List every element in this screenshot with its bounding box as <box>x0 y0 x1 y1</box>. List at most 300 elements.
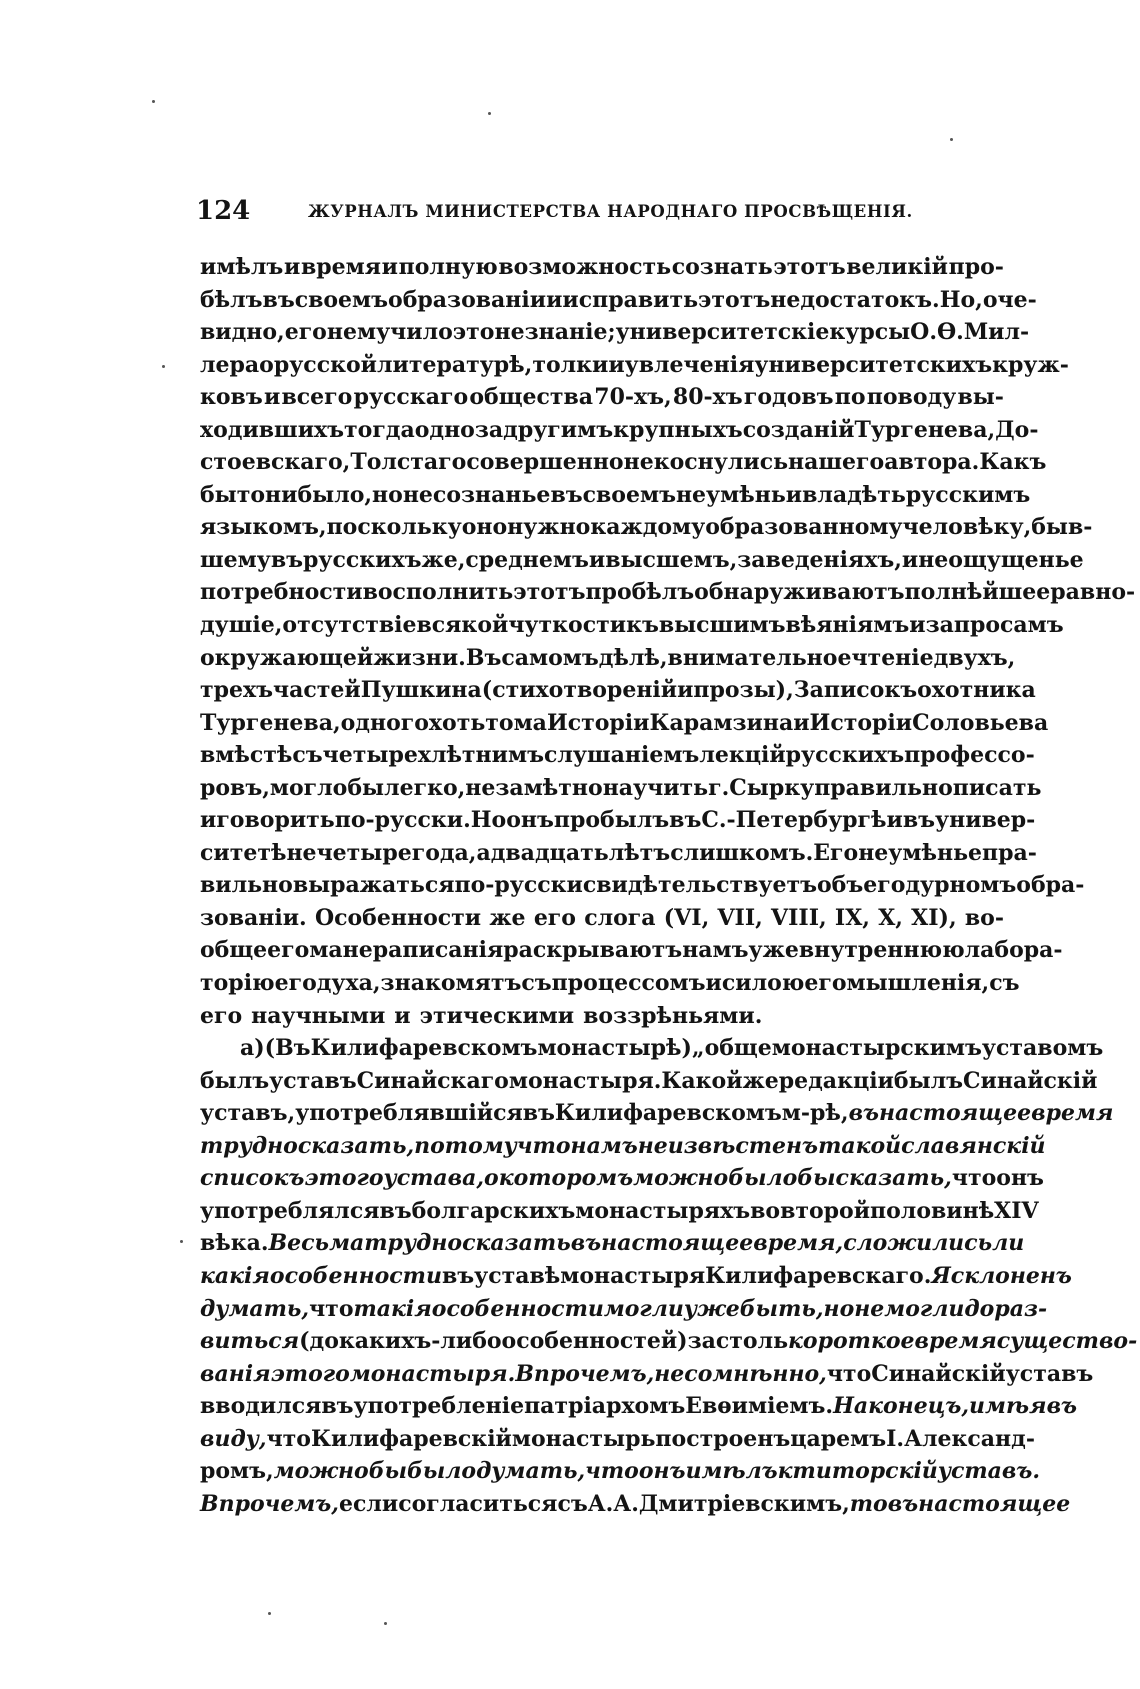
text-line <box>200 1032 1104 1065</box>
text-word: и <box>901 546 919 573</box>
text-word: созданій <box>742 416 855 443</box>
text-word: ковъ <box>200 384 263 411</box>
text-word: двадцать <box>490 839 609 866</box>
text-word: полнѣйшее <box>904 579 1051 606</box>
text-word: стоевскаго, <box>200 449 351 476</box>
text-word: особенностей) <box>501 1328 688 1355</box>
text-word: литературѣ, <box>376 351 533 378</box>
text-word: монастыря <box>560 1262 706 1289</box>
text-word: склоненъ <box>950 1262 1072 1289</box>
text-line <box>200 609 1064 642</box>
text-word: его <box>804 970 847 997</box>
text-word: Какъ <box>979 449 1047 476</box>
text-word: не <box>854 1295 885 1322</box>
text-word: не <box>623 449 654 476</box>
text-word: потому <box>414 1132 517 1159</box>
text-word: неощущенье <box>918 546 1084 573</box>
text-word: монастырѣ) <box>537 1035 692 1062</box>
text-word: слушаніемъ <box>543 742 700 769</box>
text-word: сказать, <box>297 1132 415 1159</box>
text-word: въ <box>262 286 295 313</box>
text-word: воззрѣньями. <box>583 1002 763 1029</box>
text-line <box>200 446 1047 479</box>
text-word: Ѳ. <box>936 319 964 346</box>
text-word: то <box>849 1490 888 1517</box>
text-word: объ <box>816 872 864 899</box>
text-word: во <box>750 1197 781 1224</box>
text-word: и <box>394 1002 411 1029</box>
text-word: думать, <box>476 1458 586 1485</box>
text-word: четырехлѣтнимъ <box>322 742 544 769</box>
text-word: человѣку, <box>902 514 1032 541</box>
text-word: неумѣнье <box>858 839 982 866</box>
text-line <box>200 381 1004 414</box>
text-word: быв- <box>1031 514 1093 541</box>
text-word: же, <box>421 546 466 573</box>
text-word: оно <box>461 514 508 541</box>
text-word: жизни. <box>373 644 466 671</box>
page-header <box>196 196 913 226</box>
text-word: исправить <box>562 286 699 313</box>
text-word: мышленія, <box>846 970 990 997</box>
text-line <box>200 1065 1098 1098</box>
text-word: поводу <box>866 384 957 411</box>
text-word: такія <box>353 1295 432 1322</box>
text-word: крупныхъ <box>613 416 743 443</box>
text-word: лѣтъ <box>608 839 671 866</box>
text-word: внутреннюю <box>798 937 965 964</box>
text-word: автора. <box>884 449 980 476</box>
text-word: столь <box>715 1328 789 1355</box>
text-word: возможность <box>498 254 672 280</box>
text-line <box>200 1260 1072 1293</box>
text-word: можно <box>273 1458 369 1485</box>
text-word: тома <box>485 709 547 736</box>
text-word: но <box>372 481 403 508</box>
text-word: научными <box>251 1002 386 1029</box>
text-word: и <box>909 612 926 639</box>
text-word: неизвѣстенъ <box>637 1132 819 1159</box>
text-word: правильно <box>814 774 953 801</box>
text-word: Но, <box>939 286 983 313</box>
text-word: особенности <box>269 1262 442 1289</box>
text-word: г. <box>708 774 730 801</box>
text-word: если <box>338 1490 399 1517</box>
text-word: писать <box>952 774 1042 801</box>
text-word: Я <box>931 1262 951 1289</box>
text-word: Пушкина <box>360 677 482 704</box>
text-word: VIII, <box>771 904 827 931</box>
text-line <box>200 1195 1039 1228</box>
text-word: виду, <box>200 1425 267 1452</box>
text-line <box>200 349 1069 382</box>
text-word: про- <box>948 254 1004 280</box>
text-word: второй <box>780 1197 871 1224</box>
text-word: ктиторскій <box>777 1458 938 1485</box>
text-word: настоящее <box>601 1230 754 1257</box>
text-word: которомъ <box>498 1165 634 1192</box>
text-word: общества <box>469 384 594 411</box>
text-word: въ <box>522 1100 555 1127</box>
text-word: монастыря. <box>508 1067 662 1094</box>
text-word: владѣть <box>802 481 906 508</box>
text-word: I. <box>886 1425 905 1452</box>
text-word: время <box>300 254 381 280</box>
text-word: и <box>677 677 694 704</box>
text-line <box>200 414 1039 447</box>
text-word: виться <box>200 1328 300 1355</box>
text-word: круж- <box>992 351 1069 378</box>
text-word: высшемъ, <box>605 546 738 573</box>
text-word: совершенно <box>466 449 624 476</box>
text-word: употреблявшійся <box>295 1100 523 1127</box>
text-word: уставѣ <box>474 1262 561 1289</box>
scan-speck <box>162 365 165 368</box>
text-word: заведеніяхъ, <box>737 546 902 573</box>
text-word: быть, <box>739 1295 824 1322</box>
text-word: хоть <box>428 709 486 736</box>
text-word: ни <box>265 481 298 508</box>
text-word: Синайскаго <box>356 1067 509 1094</box>
text-line <box>200 967 1020 1000</box>
text-word: вмѣстѣ <box>200 742 293 769</box>
text-word: университетскіе <box>615 319 830 346</box>
text-word: несомнѣнно, <box>654 1360 827 1387</box>
text-word: Записокъ <box>793 677 918 704</box>
text-word: что <box>951 1165 997 1192</box>
text-line <box>200 1227 1025 1260</box>
text-line <box>200 902 1004 935</box>
text-word: намъ <box>682 937 749 964</box>
text-word: время <box>914 1328 997 1355</box>
text-word: бы <box>797 1165 836 1192</box>
text-word: въ <box>848 1100 880 1127</box>
text-word: и <box>546 286 563 313</box>
text-word: образованіи <box>388 286 547 313</box>
text-word: что <box>516 1132 571 1159</box>
text-word: чуткости <box>508 612 627 639</box>
text-word: его <box>863 872 906 899</box>
text-line <box>200 511 1093 544</box>
text-word: раскрываютъ <box>503 937 683 964</box>
text-word: (до <box>299 1328 339 1355</box>
text-word: Синайскій <box>871 1360 1006 1387</box>
text-word: бы <box>368 1458 408 1485</box>
text-word: неумѣньи <box>675 481 803 508</box>
text-word: уставъ <box>1005 1360 1094 1387</box>
text-word: имѣя <box>969 1393 1047 1420</box>
text-word: вѣяніямъ <box>785 612 910 639</box>
text-word: ли <box>992 1230 1025 1257</box>
scan-speck <box>488 112 491 115</box>
text-word: запросамъ <box>925 612 1064 639</box>
text-word: О. <box>910 319 937 346</box>
text-line <box>200 479 1031 512</box>
text-word: уже <box>748 937 799 964</box>
text-word: ромъ, <box>200 1458 274 1485</box>
text-word: трудно <box>200 1132 298 1159</box>
text-line <box>200 1390 1078 1423</box>
text-word: курсы <box>829 319 911 346</box>
text-word: построенъ <box>655 1425 791 1452</box>
text-word: думать, <box>200 1295 310 1322</box>
text-word: духа, <box>316 970 381 997</box>
text-word: сознать <box>671 254 773 280</box>
text-word: ходившихъ <box>200 416 345 443</box>
text-word: лера <box>200 351 260 378</box>
text-line <box>200 934 1063 967</box>
text-word: ванія <box>200 1360 271 1387</box>
text-word: русскихъ <box>303 546 422 573</box>
text-word: сказать, <box>835 1165 952 1192</box>
running-title: ЖУРНАЛЪ МИНИСТЕРСТВА НАРОДНАГО ПРОСВѢЩЕНІЯ. <box>308 202 913 221</box>
text-word: пра- <box>982 839 1037 866</box>
text-word: онъ <box>638 1458 686 1485</box>
text-word: обнаруживаютъ <box>694 579 905 606</box>
text-word: зованіи. <box>200 904 307 931</box>
text-word: незнаніе; <box>494 319 616 346</box>
text-word: образованному <box>705 514 903 541</box>
text-word: Тургенева, <box>854 416 996 443</box>
text-word: этотъ <box>698 286 771 313</box>
text-word: научить <box>602 774 709 801</box>
text-word: Соловьева <box>912 709 1049 736</box>
text-word: но <box>823 1295 855 1322</box>
text-word: имѣлъ <box>200 254 284 280</box>
text-word: половинѣ <box>870 1197 995 1224</box>
text-word: прозы), <box>693 677 794 704</box>
text-word: Дмитріевскимъ, <box>638 1490 850 1517</box>
text-word: вводился <box>200 1393 322 1420</box>
text-line <box>200 1423 1035 1456</box>
text-word: что <box>826 1360 872 1387</box>
text-word: можно <box>633 1165 729 1192</box>
text-word: душіе, <box>200 612 283 639</box>
text-word: внимательное <box>667 644 852 671</box>
text-word: было <box>407 1458 477 1485</box>
text-word: А. <box>613 1490 639 1517</box>
text-word: (VI, <box>663 904 710 931</box>
text-word: бы <box>347 774 385 801</box>
text-word: по-русски <box>454 872 583 899</box>
text-word: какія <box>200 1262 270 1289</box>
text-word: „общемонастырскимъ <box>691 1035 982 1062</box>
text-word: Тургенева, <box>200 709 341 736</box>
text-word: увлеченія <box>624 351 755 378</box>
text-word: короткое <box>788 1328 915 1355</box>
text-word: болгарскихъ <box>411 1197 576 1224</box>
text-word: великій <box>846 254 948 280</box>
scan-speck <box>384 1622 387 1625</box>
text-word: въ <box>570 1230 602 1257</box>
text-word: русскаго <box>353 384 469 411</box>
text-word: выражаться <box>292 872 455 899</box>
text-word: знакомятъ <box>380 970 522 997</box>
text-word: русской <box>273 351 377 378</box>
text-word: Какой <box>661 1067 743 1094</box>
text-word: 80-хъ <box>672 384 743 411</box>
text-word: этическими <box>419 1002 575 1029</box>
text-word: профессо- <box>904 742 1035 769</box>
text-word: До- <box>995 416 1039 443</box>
text-word: списокъ <box>200 1165 305 1192</box>
text-word: уже <box>683 1295 740 1322</box>
text-word: русскихъ <box>785 742 905 769</box>
text-word: своемъ <box>582 481 676 508</box>
text-word: нужно <box>507 514 591 541</box>
text-word: четыре <box>316 839 412 866</box>
text-word: пробѣлъ <box>585 579 695 606</box>
text-word: было, <box>297 481 373 508</box>
text-word: коснулись <box>653 449 789 476</box>
text-word: съ <box>989 970 1020 997</box>
text-word: вильно <box>200 872 293 899</box>
text-word: торію <box>200 970 275 997</box>
text-word: свидѣтельствуетъ <box>582 872 817 899</box>
text-word: съ <box>557 1490 588 1517</box>
text-word: оче- <box>982 286 1037 313</box>
text-word: лабора- <box>964 937 1063 964</box>
text-word: обще <box>200 937 268 964</box>
text-word: и <box>381 254 398 280</box>
text-word: этотъ <box>513 579 586 606</box>
text-line <box>200 1000 1004 1033</box>
text-word: въ <box>550 481 583 508</box>
text-word: м-рѣ, <box>781 1100 849 1127</box>
text-word: существо- <box>996 1328 1138 1355</box>
text-word: въ <box>887 1490 919 1517</box>
text-word: монастыряхъ <box>575 1197 751 1224</box>
text-word: вѣка. <box>200 1230 269 1257</box>
text-line <box>200 674 1036 707</box>
text-word: двухъ, <box>933 644 1016 671</box>
text-word: такой <box>818 1132 902 1159</box>
text-word: вы- <box>957 384 1004 411</box>
text-word: въ <box>379 1197 412 1224</box>
text-word: его <box>284 319 327 346</box>
text-word: одно <box>414 416 475 443</box>
text-word: Мил- <box>963 319 1030 346</box>
text-word: могло <box>269 774 348 801</box>
text-word: Евѳиміемъ. <box>685 1393 834 1420</box>
text-word: устава, <box>383 1165 484 1192</box>
text-word: высшимъ <box>658 612 786 639</box>
text-word: не <box>286 839 317 866</box>
text-word: Впрочемъ, <box>200 1490 339 1517</box>
text-line <box>200 1130 1046 1163</box>
text-line <box>200 772 1042 805</box>
text-word: Килифаревскаго. <box>705 1262 932 1289</box>
text-word: Синайскій <box>963 1067 1098 1094</box>
text-word: трехъ <box>200 677 274 704</box>
text-word: среднемъ <box>465 546 589 573</box>
text-word: къ <box>626 612 659 639</box>
text-word: XIV <box>994 1197 1039 1224</box>
text-word: монастыря. <box>349 1360 516 1387</box>
text-line <box>200 1358 1094 1391</box>
text-word: русскимъ <box>905 481 1031 508</box>
text-word: въ <box>441 1262 475 1289</box>
text-word: несознанье <box>402 481 551 508</box>
text-word: ситетѣ <box>200 839 287 866</box>
text-word: Карамзина <box>649 709 794 736</box>
text-word: Исторіи <box>809 709 913 736</box>
text-word: этого <box>304 1165 384 1192</box>
text-word: и <box>588 546 606 573</box>
text-word: полную <box>398 254 498 280</box>
text-word: употребленіе <box>353 1393 525 1420</box>
text-word: обра- <box>1016 872 1085 899</box>
text-word: его <box>533 904 576 931</box>
text-word: по <box>834 384 866 411</box>
text-word: уставъ <box>269 1067 357 1094</box>
text-word: съ <box>292 742 323 769</box>
scan-speck <box>268 1612 271 1615</box>
text-word: (Въ <box>264 1035 311 1062</box>
text-word: употреблялся <box>200 1197 380 1224</box>
text-word: слога <box>584 904 656 931</box>
text-word: и <box>608 351 625 378</box>
text-word: С.-Петербургѣ <box>701 807 887 834</box>
text-word: за <box>474 416 504 443</box>
text-word: Особенности <box>314 904 482 931</box>
text-word: потребности <box>200 579 363 606</box>
text-line <box>200 739 1035 772</box>
text-word: настоящее <box>918 1490 1071 1517</box>
text-word: IX, <box>834 904 870 931</box>
text-word: VII, <box>717 904 763 931</box>
text-word: и <box>793 709 810 736</box>
text-word: пробылъ <box>553 807 670 834</box>
text-word: X, <box>878 904 903 931</box>
text-line <box>200 837 1037 870</box>
text-word: тогда <box>344 416 415 443</box>
text-word: его <box>267 937 310 964</box>
text-word: было <box>728 1165 798 1192</box>
text-word: шему <box>200 546 271 573</box>
text-line <box>200 869 1085 902</box>
text-word: и <box>263 384 281 411</box>
text-word: былъ <box>200 1067 270 1094</box>
text-word: за <box>687 1328 716 1355</box>
text-line <box>200 576 1136 609</box>
text-line <box>200 804 1036 837</box>
text-word: каждому <box>590 514 706 541</box>
text-word: намъ <box>570 1132 638 1159</box>
text-word: Толстаго <box>350 449 467 476</box>
text-line <box>200 1325 1138 1358</box>
text-word: своемъ <box>294 286 389 313</box>
text-word: легко, <box>384 774 466 801</box>
text-word: время, <box>753 1230 844 1257</box>
scan-speck <box>180 1240 183 1243</box>
text-word: частей <box>273 677 361 704</box>
text-word: недостатокъ. <box>770 286 940 313</box>
text-line <box>200 707 1049 740</box>
text-word: въ <box>902 807 936 834</box>
text-line <box>200 1162 1044 1195</box>
text-word: этотъ <box>773 254 846 280</box>
text-word: Впрочемъ, <box>515 1360 655 1387</box>
text-word: Килифаревскомъ <box>554 1100 782 1127</box>
text-word: уставомъ <box>981 1035 1104 1062</box>
text-word: самомъ <box>501 644 599 671</box>
text-word: восполнить <box>362 579 514 606</box>
text-word: нашего <box>788 449 885 476</box>
text-word: редакціи <box>778 1067 894 1094</box>
text-word: его <box>200 1002 243 1029</box>
text-word: А. <box>587 1490 614 1517</box>
